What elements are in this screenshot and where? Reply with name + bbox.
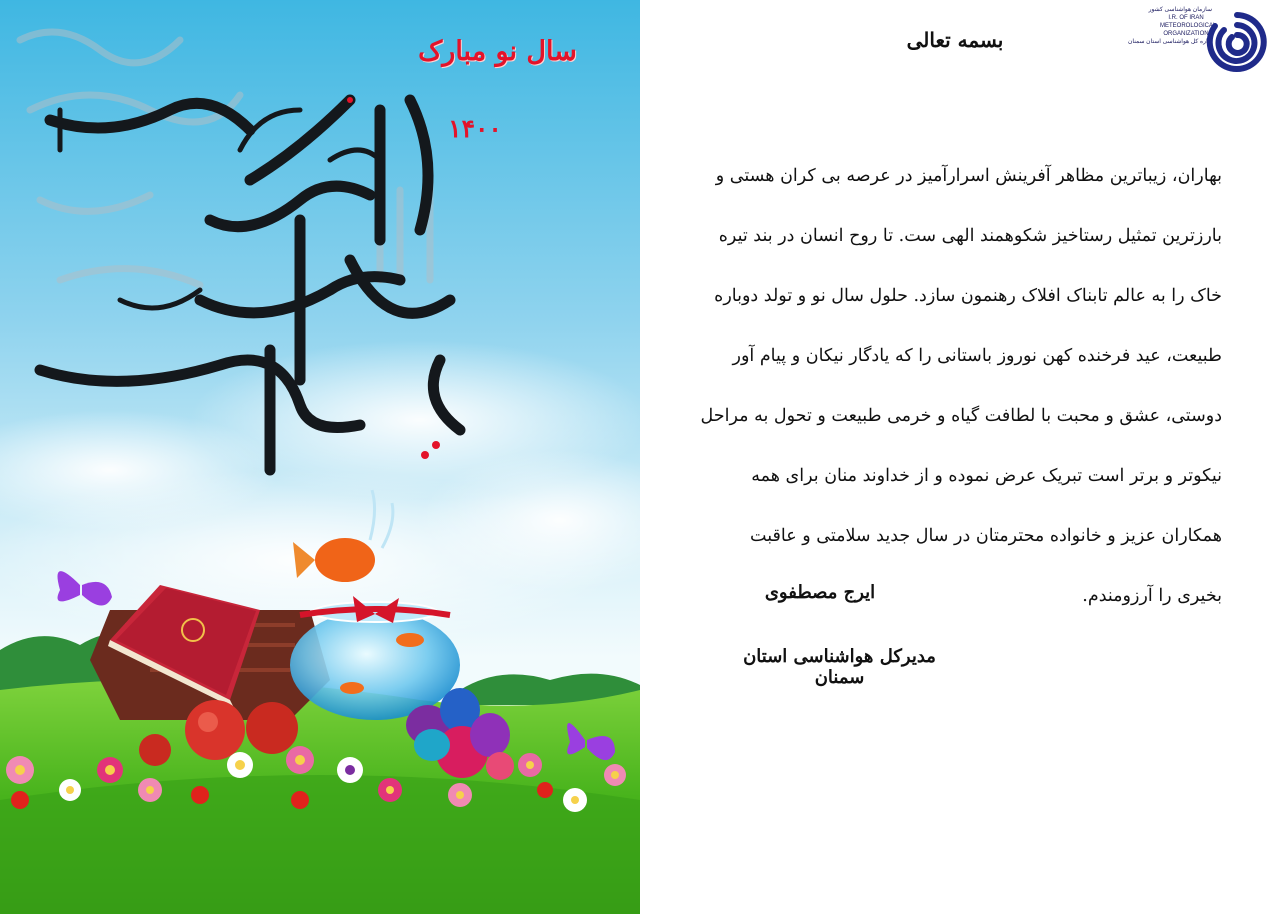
logo-line-fa-2: اداره کل هواشناسی استان سمنان (1127, 39, 1212, 45)
logo-line-en-3: ORGANIZATION (1163, 31, 1209, 37)
logo-line-en-2: METEOROLOGICAL (1160, 23, 1217, 29)
new-year-greeting: سال نو مبارک (418, 36, 577, 67)
logo-line-fa: سازمان هواشناسی کشور (1148, 7, 1212, 13)
signature-name: ایرج مصطفوی (764, 582, 876, 603)
bismillah-heading: بسمه تعالی (906, 28, 1004, 52)
year-label: ۱۴۰۰ (448, 114, 502, 143)
meteorological-organization-logo-icon (1208, 10, 1266, 84)
logo-line-en-1: I.R. OF IRAN (1168, 15, 1204, 21)
organization-logo-text (1127, 6, 1217, 50)
letter-body: بهاران، زیباترین مظاهر آفرینش اسرارآمیز در عرصه بی کران هستی و بارزترین تمثیل رستاخیز شکوهمند الهی ست. تا روح انسان در بند تیره خاک را به عالم تابناک افلاک رهنمون سازد. حلول سال نو و تولد دوباره طبیعت، عید فرخنده کهن نوروز باستانی را که یادگار نیکان و پیام آور دوستی، عشق و محبت با لطافت گیاه و خرمی طبیعت و تحول به مراحل نیکوتر و برتر است تبریک عرض نموده و از خداوند منان برای همه همکاران عزیز و خانواده محترمتان در سال جدید سلامتی و عاقبت بخیری را آرزومندم. (700, 166, 1222, 606)
signature-title: مدیرکل هواشناسی استان سمنان (743, 646, 936, 688)
